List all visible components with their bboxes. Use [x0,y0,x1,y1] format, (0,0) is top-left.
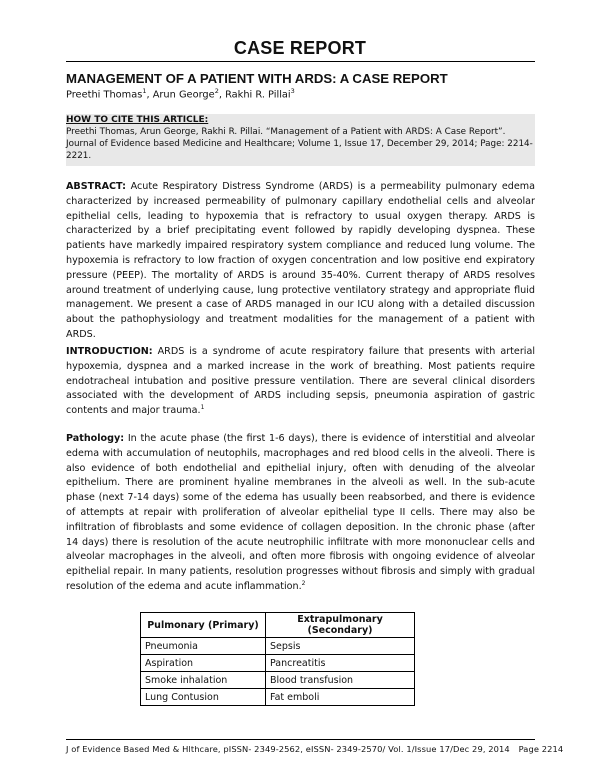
introduction-label: INTRODUCTION: [66,346,153,357]
table-cell: Pneumonia [141,638,266,655]
table-header-row [141,613,415,638]
reference-mark: 2 [301,579,306,587]
table-cell: Blood transfusion [266,672,415,689]
abstract-label: ABSTRACT: [66,181,126,192]
author-affiliation: 1 [142,87,147,95]
column-header: Pulmonary (Primary) [141,613,266,638]
column-header: Extrapulmonary (Secondary) [266,613,415,638]
article-title: MANAGEMENT OF A PATIENT WITH ARDS: A CASE REPORT [66,71,448,86]
table-cell: Fat emboli [266,689,415,706]
pathology-paragraph [66,432,535,595]
footer-journal: J of Evidence Based Med & Hlthcare, pISSN- 2349-2562, eISSN- 2349-2570/ Vol. 1/Issue 17/Dec 29, 2014 [66,744,510,754]
table-row [141,655,415,672]
reference-mark: 1 [200,404,205,411]
table-cell: Smoke inhalation [141,672,266,689]
pathology-text: In the acute phase (the first 1-6 days), there is evidence of interstitial and alveolar edema with accumulation of neutophils, macrophages and red blood cells in the alveoli. There is also evidence of both endothelial and epithelial injury, often with denuding of the alveolar epithelium. There are prominent hyaline membranes in the alveoli as well. In the sub-acute phase (next 7-14 days) some of the edema has usually been reabsorbed, and there is evidence of attempts at repair with proliferation of alveolar epithelial type II cells. There may also be infiltration of fibroblasts and some evidence of collagen deposition. In the chronic phase (after 14 days) there is resolution of the acute neutrophilic infiltrate with more mononuclear cells and alveolar macrophages in the alveoli, and often more fibrosis with ongoing evidence of alveolar epithelial repair. In many patients, resolution progresses without fibrosis and simply with gradual resolution of the edema and acute inflammation. [66,433,535,592]
causes-table [140,612,415,706]
author-name: Rakhi R. Pillai [225,89,291,101]
table-cell: Sepsis [266,638,415,655]
author-list: Preethi Thomas$^1$, Arun George$^2$, Rakhi R. Pillai$^3$ [66,87,295,101]
page-footer [66,744,563,754]
table-cell: Aspiration [141,655,266,672]
citation-heading: HOW TO CITE THIS ARTICLE: [66,115,209,125]
table-row [141,638,415,655]
abstract-text: Acute Respiratory Distress Syndrome (ARDS) is a permeability pulmonary edema characterized by increased permeability of pulmonary capillary endothelial cells and alveolar epithelial cells, leading to hypoxemia that is refractory to usual oxygen therapy. ARDS is characterized by a brief precipitating event followed by rapidly developing dyspnea. These patients have markedly impaired respiratory system compliance and reduced lung volume. The hypoxemia is refractory to low fraction of oxygen concentration and low positive end expiratory pressure (PEEP). The mortality of ARDS is around 35-40%. Current therapy of ARDS resolves around treatment of underlying cause, lung protective ventilatory strategy and appropriate fluid management. We present a case of ARDS managed in our ICU along with a detailed discussion about the pathophysiology and treatment modalities for the management of a patient with ARDS. [66,181,535,340]
citation-text: Preethi Thomas, Arun George, Rakhi R. Pillai. “Management of a Patient with ARDS: A Case Report”. Journal of Evidence based Medicine and Healthcare; Volume 1, Issue 17, December 29, 2014; Page: 2214-2221. [66,127,533,161]
table-cell: Pancreatitis [266,655,415,672]
page-number: Page 2214 [518,744,564,754]
abstract-paragraph [66,180,535,343]
author-affiliation: 2 [214,87,219,95]
citation-box [66,114,535,166]
section-label: CASE REPORT [233,38,367,58]
table-row [141,689,415,706]
author-affiliation: 3 [290,87,295,95]
table-cell: Lung Contusion [141,689,266,706]
pathology-label: Pathology: [66,433,125,444]
introduction-paragraph [66,345,535,419]
author-name: Preethi Thomas [66,89,143,101]
header-rule [66,61,535,62]
author-name: Arun George [152,89,215,101]
introduction-text: ARDS is a syndrome of acute respiratory failure that presents with arterial hypoxemia, dyspnea and a marked increase in the work of breathing. Most patients require endotracheal intubation and positive pressure ventilation. There are several clinical disorders associated with the development of ARDS including sepsis, pneumonia aspiration of gastric contents and major trauma. [66,346,535,417]
table-row [141,672,415,689]
footer-rule [66,739,535,740]
